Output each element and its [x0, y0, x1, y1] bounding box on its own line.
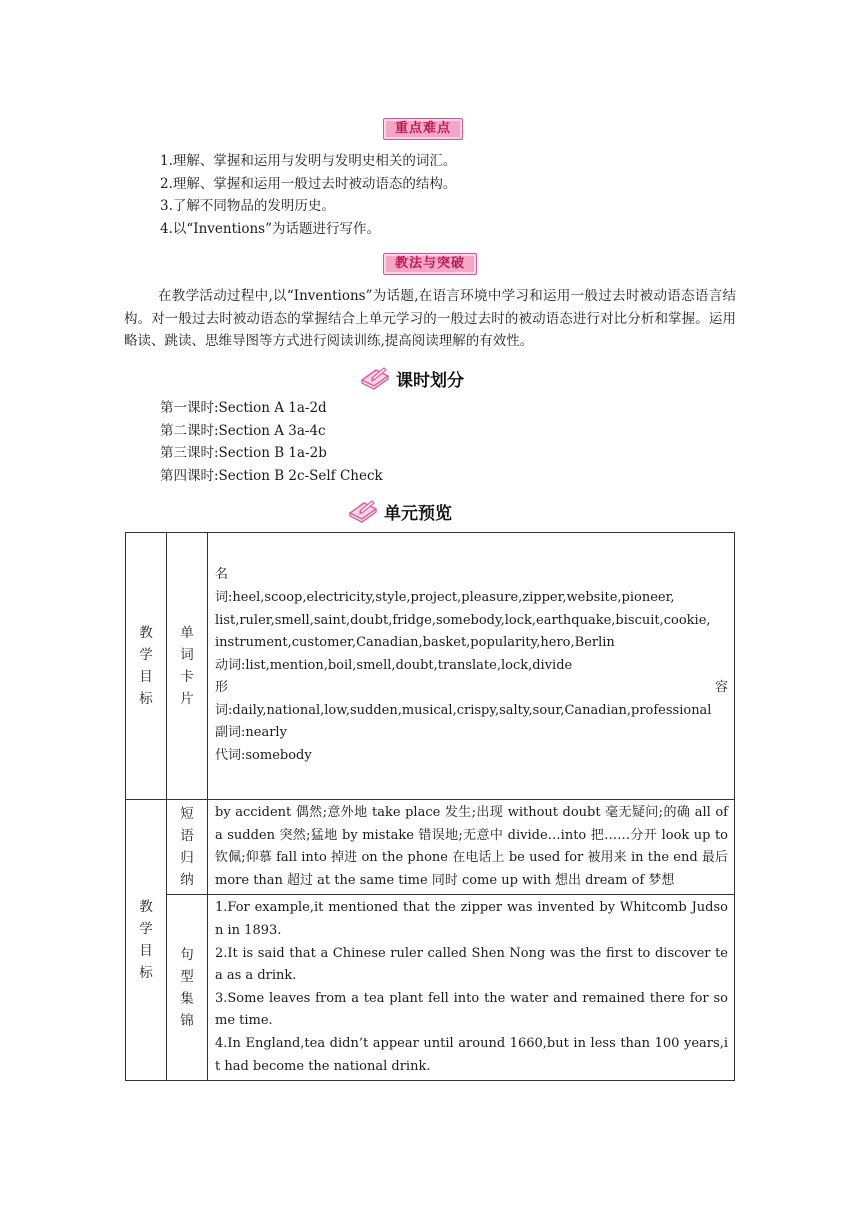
unit-preview-table: [125, 532, 735, 1081]
phrases-label: 短语归纳: [167, 800, 208, 895]
unit-preview-heading: [348, 498, 452, 524]
sentences-label: 句型集锦: [167, 895, 208, 1081]
phrases-content: by accident 偶然;意外地 take place 发生;出现 without doubt 毫无疑问;的确 all of a sudden 突然;猛地 by mistake 错误地;无意中 divide…into 把……分开 look up to 钦佩;仰慕 fall into 掉进 on the phone 在电话上 be used for 被用来 in the end 最后 more than 超过 at the same time 同时 come up with 想出 dream of 梦想: [208, 800, 735, 895]
table-row: [126, 895, 735, 1081]
vocab-label: 单词卡片: [167, 533, 208, 800]
list-item: 2.It is said that a Chinese ruler called Shen Nong was the first to discover tea as a drink.: [215, 945, 728, 984]
book-pencil-icon: [360, 366, 390, 390]
table-row: [126, 533, 735, 800]
list-item: 1.理解、掌握和运用与发明与发明史相关的词汇。: [160, 153, 457, 169]
list-item: 3.了解不同物品的发明历史。: [160, 198, 335, 214]
list-item: 2.理解、掌握和运用一般过去时被动语态的结构。: [160, 175, 457, 192]
list-item: 第一课时:Section A 1a-2d: [160, 400, 327, 416]
list-item: 3.Some leaves from a tea plant fell into the water and remained there for some time.: [215, 990, 728, 1029]
book-pencil-icon: [348, 499, 378, 523]
lesson-plan-list: [160, 397, 383, 487]
lesson-plan-heading-text: 课时划分: [396, 370, 464, 391]
lesson-plan-heading: [360, 365, 464, 391]
table-row: [126, 800, 735, 895]
unit-preview-heading-text: 单元预览: [384, 503, 452, 524]
list-item: 第三课时:Section B 1a-2b: [160, 445, 327, 461]
goal-label: 教学目标: [126, 800, 167, 1081]
goal-label: 教学目标: [126, 533, 167, 800]
list-item: 第四课时:Section B 2c-Self Check: [160, 467, 383, 484]
vocab-content: 名 词:heel,scoop,electricity,style,project,pleasure,zipper,website,pioneer, list,ruler,smell,saint,doubt,fridge,somebody,lock,earthquake,biscuit,cookie, instrument,customer,Canadian,basket,popularity,hero,Berlin 动词:list,mention,boil,smell,doubt,translate,lock,divide 形 容 词:daily,national,low,sudden,musical,crispy,salty,sour,Canadian,professional 副词:nearly 代词:somebody: [208, 533, 735, 800]
list-item: 4.In England,tea didn’t appear until around 1660,but in less than 100 years,it had become the national drink.: [215, 1035, 728, 1074]
list-item: 4.以“Inventions”为话题进行写作。: [160, 220, 381, 237]
key-points-tag: 重点难点: [383, 118, 463, 140]
methods-paragraph: 在教学活动过程中,以“Inventions”为话题,在语言环境中学习和运用一般过去时被动语态语言结构。对一般过去时被动语态的掌握结合上单元学习的一般过去时的被动语态进行对比分析和掌握。运用略读、跳读、思维导图等方式进行阅读训练,提高阅读理解的有效性。: [124, 288, 736, 349]
list-item: 1.For example,it mentioned that the zipper was invented by Whitcomb Judson in 1893.: [215, 900, 728, 938]
key-points-list: [160, 150, 456, 240]
list-item: 第二课时:Section A 3a-4c: [160, 422, 326, 439]
methods-tag: 教法与突破: [383, 253, 477, 275]
sentences-content: [208, 895, 735, 1081]
